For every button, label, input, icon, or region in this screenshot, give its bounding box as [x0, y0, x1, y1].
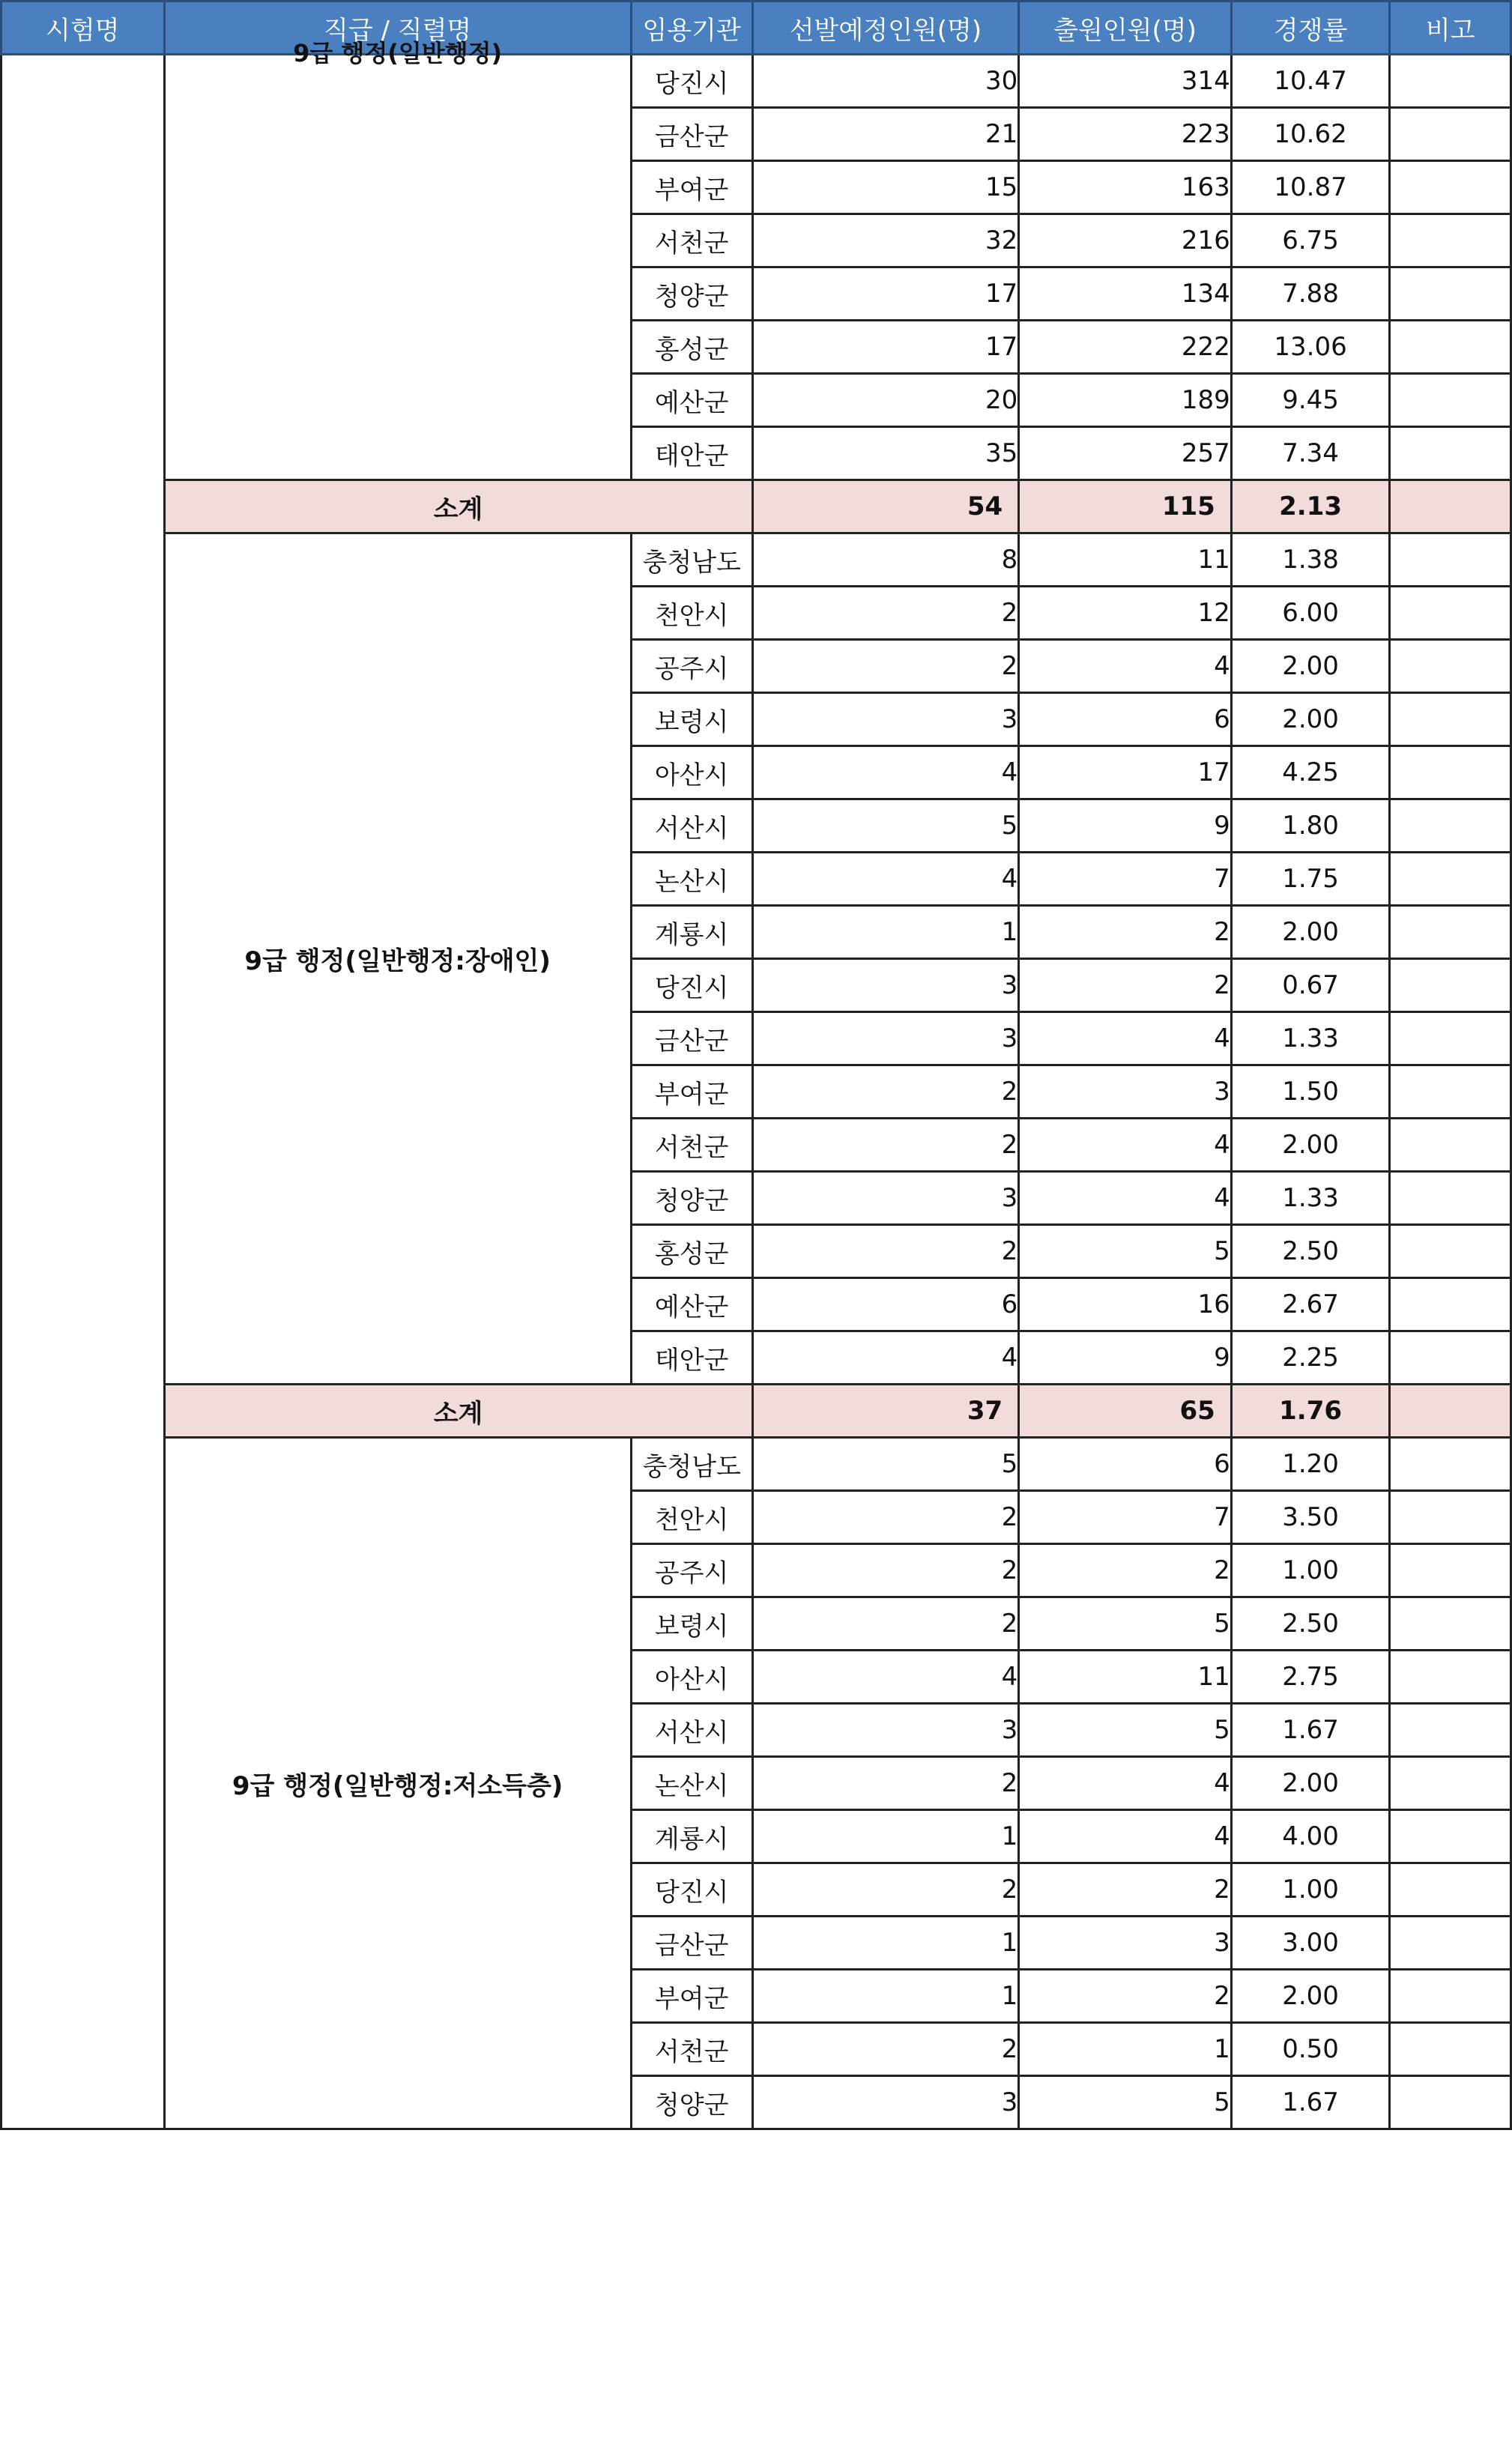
remarks-cell	[1390, 1970, 1511, 2023]
position-title: 9급 행정(일반행정:저소득층)	[232, 1770, 563, 1801]
planned-cell: 2	[752, 1119, 1019, 1172]
planned-cell: 2	[752, 1863, 1019, 1917]
remarks-cell	[1390, 1651, 1511, 1704]
planned-cell: 5	[752, 1438, 1019, 1491]
rate-cell: 6.00	[1231, 587, 1390, 640]
header-rate: 경쟁률	[1231, 1, 1390, 55]
applied-cell: 2	[1019, 906, 1232, 959]
remarks-cell	[1390, 1278, 1511, 1331]
remarks-cell	[1390, 1704, 1511, 1757]
remarks-cell	[1390, 374, 1511, 427]
agency-cell: 서산시	[631, 1704, 752, 1757]
agency-cell: 홍성군	[631, 1225, 752, 1278]
rate-cell: 0.50	[1231, 2023, 1390, 2076]
remarks-cell	[1390, 1491, 1511, 1544]
planned-cell: 2	[752, 1491, 1019, 1544]
agency-cell: 금산군	[631, 1012, 752, 1065]
agency-cell: 청양군	[631, 1172, 752, 1225]
planned-cell: 4	[752, 746, 1019, 799]
agency-cell: 홍성군	[631, 321, 752, 374]
applied-cell: 1	[1019, 2023, 1232, 2076]
subtotal-label: 소계	[164, 1385, 752, 1438]
agency-cell: 보령시	[631, 1597, 752, 1651]
rate-cell: 1.00	[1231, 1544, 1390, 1597]
subtotal-rate: 1.76	[1231, 1385, 1390, 1438]
applied-cell: 222	[1019, 321, 1232, 374]
rate-cell: 1.20	[1231, 1438, 1390, 1491]
subtotal-remarks	[1390, 480, 1511, 533]
subtotal-applied: 115	[1019, 480, 1232, 533]
position-title-cell	[164, 533, 631, 1385]
agency-cell: 당진시	[631, 959, 752, 1012]
applied-cell: 6	[1019, 1438, 1232, 1491]
rate-cell: 0.67	[1231, 959, 1390, 1012]
remarks-cell	[1390, 321, 1511, 374]
applied-cell: 189	[1019, 374, 1232, 427]
subtotal-planned: 54	[752, 480, 1019, 533]
planned-cell: 35	[752, 427, 1019, 480]
remarks-cell	[1390, 55, 1511, 108]
planned-cell: 3	[752, 2076, 1019, 2129]
rate-cell: 7.34	[1231, 427, 1390, 480]
applied-cell: 4	[1019, 1012, 1232, 1065]
rate-cell: 1.33	[1231, 1172, 1390, 1225]
agency-cell: 서천군	[631, 2023, 752, 2076]
position-title-cell	[164, 39, 631, 480]
applied-cell: 2	[1019, 1863, 1232, 1917]
rate-cell: 13.06	[1231, 321, 1390, 374]
planned-cell: 2	[752, 2023, 1019, 2076]
rate-cell: 2.00	[1231, 693, 1390, 746]
rate-cell: 4.00	[1231, 1810, 1390, 1863]
rate-cell: 2.50	[1231, 1597, 1390, 1651]
applied-cell: 7	[1019, 1491, 1232, 1544]
rate-cell: 3.50	[1231, 1491, 1390, 1544]
applied-cell: 3	[1019, 1065, 1232, 1119]
rate-cell: 9.45	[1231, 374, 1390, 427]
applied-cell: 5	[1019, 1597, 1232, 1651]
table-row	[1, 533, 1511, 587]
remarks-cell	[1390, 1012, 1511, 1065]
remarks-cell	[1390, 1810, 1511, 1863]
applied-cell: 9	[1019, 1331, 1232, 1385]
applied-cell: 16	[1019, 1278, 1232, 1331]
remarks-cell	[1390, 1172, 1511, 1225]
remarks-cell	[1390, 161, 1511, 214]
agency-cell: 천안시	[631, 587, 752, 640]
agency-cell: 금산군	[631, 108, 752, 161]
planned-cell: 2	[752, 1757, 1019, 1810]
agency-cell: 논산시	[631, 1757, 752, 1810]
rate-cell: 2.00	[1231, 640, 1390, 693]
header-applied: 출원인원(명)	[1019, 1, 1232, 55]
planned-cell: 1	[752, 906, 1019, 959]
subtotal-row	[1, 1385, 1511, 1438]
applied-cell: 257	[1019, 427, 1232, 480]
agency-cell: 천안시	[631, 1491, 752, 1544]
planned-cell: 20	[752, 374, 1019, 427]
planned-cell: 17	[752, 267, 1019, 321]
planned-cell: 1	[752, 1810, 1019, 1863]
applied-cell: 4	[1019, 1810, 1232, 1863]
position-title-cell	[164, 1438, 631, 2129]
applied-cell: 4	[1019, 640, 1232, 693]
remarks-cell	[1390, 1225, 1511, 1278]
applied-cell: 5	[1019, 2076, 1232, 2129]
remarks-cell	[1390, 2023, 1511, 2076]
planned-cell: 6	[752, 1278, 1019, 1331]
remarks-cell	[1390, 853, 1511, 906]
applied-cell: 216	[1019, 214, 1232, 267]
agency-cell: 충청남도	[631, 1438, 752, 1491]
applied-cell: 6	[1019, 693, 1232, 746]
planned-cell: 32	[752, 214, 1019, 267]
agency-cell: 계룡시	[631, 1810, 752, 1863]
planned-cell: 30	[752, 55, 1019, 108]
planned-cell: 3	[752, 959, 1019, 1012]
rate-cell: 10.47	[1231, 55, 1390, 108]
applied-cell: 2	[1019, 959, 1232, 1012]
remarks-cell	[1390, 799, 1511, 853]
rate-cell: 1.67	[1231, 2076, 1390, 2129]
subtotal-planned: 37	[752, 1385, 1019, 1438]
header-position: 직급 / 직렬명	[164, 1, 631, 55]
remarks-cell	[1390, 1065, 1511, 1119]
agency-cell: 예산군	[631, 374, 752, 427]
applied-cell: 12	[1019, 587, 1232, 640]
applied-cell: 2	[1019, 1970, 1232, 2023]
rate-cell: 10.87	[1231, 161, 1390, 214]
applied-cell: 4	[1019, 1119, 1232, 1172]
planned-cell: 1	[752, 1970, 1019, 2023]
table-row	[1, 1438, 1511, 1491]
applied-cell: 5	[1019, 1225, 1232, 1278]
agency-cell: 부여군	[631, 1065, 752, 1119]
rate-cell: 1.00	[1231, 1863, 1390, 1917]
applied-cell: 9	[1019, 799, 1232, 853]
rate-cell: 2.50	[1231, 1225, 1390, 1278]
rate-cell: 4.25	[1231, 746, 1390, 799]
remarks-cell	[1390, 427, 1511, 480]
planned-cell: 2	[752, 1065, 1019, 1119]
agency-cell: 서천군	[631, 214, 752, 267]
applied-cell: 223	[1019, 108, 1232, 161]
agency-cell: 보령시	[631, 693, 752, 746]
rate-cell: 1.50	[1231, 1065, 1390, 1119]
subtotal-applied: 65	[1019, 1385, 1232, 1438]
planned-cell: 3	[752, 1704, 1019, 1757]
position-title: 9급 행정(일반행정)	[293, 39, 503, 67]
remarks-cell	[1390, 108, 1511, 161]
remarks-cell	[1390, 1544, 1511, 1597]
rate-cell: 2.75	[1231, 1651, 1390, 1704]
header-agency: 임용기관	[631, 1, 752, 55]
remarks-cell	[1390, 959, 1511, 1012]
planned-cell: 3	[752, 1172, 1019, 1225]
agency-cell: 부여군	[631, 1970, 752, 2023]
agency-cell: 예산군	[631, 1278, 752, 1331]
header-planned: 선발예정인원(명)	[752, 1, 1019, 55]
rate-cell: 1.80	[1231, 799, 1390, 853]
planned-cell: 5	[752, 799, 1019, 853]
remarks-cell	[1390, 1917, 1511, 1970]
agency-cell: 아산시	[631, 746, 752, 799]
subtotal-row	[1, 480, 1511, 533]
header-remarks: 비고	[1390, 1, 1511, 55]
applied-cell: 7	[1019, 853, 1232, 906]
planned-cell: 2	[752, 587, 1019, 640]
table-body	[1, 39, 1511, 2129]
remarks-cell	[1390, 1331, 1511, 1385]
remarks-cell	[1390, 533, 1511, 587]
planned-cell: 3	[752, 693, 1019, 746]
remarks-cell	[1390, 1119, 1511, 1172]
subtotal-rate: 2.13	[1231, 480, 1390, 533]
rate-cell: 3.00	[1231, 1917, 1390, 1970]
header-exam-name: 시험명	[1, 1, 165, 55]
exam-name-cell	[1, 55, 165, 2129]
rate-cell: 2.00	[1231, 1970, 1390, 2023]
rate-cell: 2.00	[1231, 1119, 1390, 1172]
remarks-cell	[1390, 906, 1511, 959]
agency-cell: 당진시	[631, 55, 752, 108]
position-title: 9급 행정(일반행정:장애인)	[244, 946, 551, 976]
table-row	[1, 55, 1511, 108]
planned-cell: 4	[752, 1331, 1019, 1385]
planned-cell: 2	[752, 640, 1019, 693]
applied-cell: 314	[1019, 55, 1232, 108]
planned-cell: 2	[752, 1225, 1019, 1278]
applied-cell: 4	[1019, 1757, 1232, 1810]
applied-cell: 17	[1019, 746, 1232, 799]
agency-cell: 아산시	[631, 1651, 752, 1704]
planned-cell: 2	[752, 1544, 1019, 1597]
remarks-cell	[1390, 1597, 1511, 1651]
remarks-cell	[1390, 1757, 1511, 1810]
planned-cell: 1	[752, 1917, 1019, 1970]
agency-cell: 금산군	[631, 1917, 752, 1970]
applied-cell: 134	[1019, 267, 1232, 321]
rate-cell: 2.00	[1231, 1757, 1390, 1810]
remarks-cell	[1390, 2076, 1511, 2129]
planned-cell: 21	[752, 108, 1019, 161]
subtotal-remarks	[1390, 1385, 1511, 1438]
planned-cell: 4	[752, 1651, 1019, 1704]
rate-cell: 1.38	[1231, 533, 1390, 587]
rate-cell: 6.75	[1231, 214, 1390, 267]
rate-cell: 1.75	[1231, 853, 1390, 906]
agency-cell: 태안군	[631, 427, 752, 480]
applied-cell: 11	[1019, 1651, 1232, 1704]
agency-cell: 공주시	[631, 640, 752, 693]
remarks-cell	[1390, 640, 1511, 693]
agency-cell: 부여군	[631, 161, 752, 214]
rate-cell: 2.00	[1231, 906, 1390, 959]
remarks-cell	[1390, 1863, 1511, 1917]
remarks-cell	[1390, 587, 1511, 640]
applied-cell: 5	[1019, 1704, 1232, 1757]
agency-cell: 논산시	[631, 853, 752, 906]
planned-cell: 3	[752, 1012, 1019, 1065]
agency-cell: 서산시	[631, 799, 752, 853]
planned-cell: 4	[752, 853, 1019, 906]
agency-cell: 충청남도	[631, 533, 752, 587]
remarks-cell	[1390, 693, 1511, 746]
rate-cell: 1.67	[1231, 1704, 1390, 1757]
agency-cell: 청양군	[631, 267, 752, 321]
agency-cell: 서천군	[631, 1119, 752, 1172]
remarks-cell	[1390, 1438, 1511, 1491]
agency-cell: 태안군	[631, 1331, 752, 1385]
agency-cell: 계룡시	[631, 906, 752, 959]
planned-cell: 2	[752, 1597, 1019, 1651]
rate-cell: 7.88	[1231, 267, 1390, 321]
rate-cell: 2.25	[1231, 1331, 1390, 1385]
applied-cell: 3	[1019, 1917, 1232, 1970]
agency-cell: 청양군	[631, 2076, 752, 2129]
planned-cell: 17	[752, 321, 1019, 374]
applied-cell: 11	[1019, 533, 1232, 587]
planned-cell: 8	[752, 533, 1019, 587]
rate-cell: 10.62	[1231, 108, 1390, 161]
agency-cell: 공주시	[631, 1544, 752, 1597]
rate-cell: 2.67	[1231, 1278, 1390, 1331]
applied-cell: 2	[1019, 1544, 1232, 1597]
agency-cell: 당진시	[631, 1863, 752, 1917]
applied-cell: 163	[1019, 161, 1232, 214]
applied-cell: 4	[1019, 1172, 1232, 1225]
remarks-cell	[1390, 214, 1511, 267]
rate-cell: 1.33	[1231, 1012, 1390, 1065]
planned-cell: 15	[752, 161, 1019, 214]
subtotal-label: 소계	[164, 480, 752, 533]
remarks-cell	[1390, 267, 1511, 321]
remarks-cell	[1390, 746, 1511, 799]
